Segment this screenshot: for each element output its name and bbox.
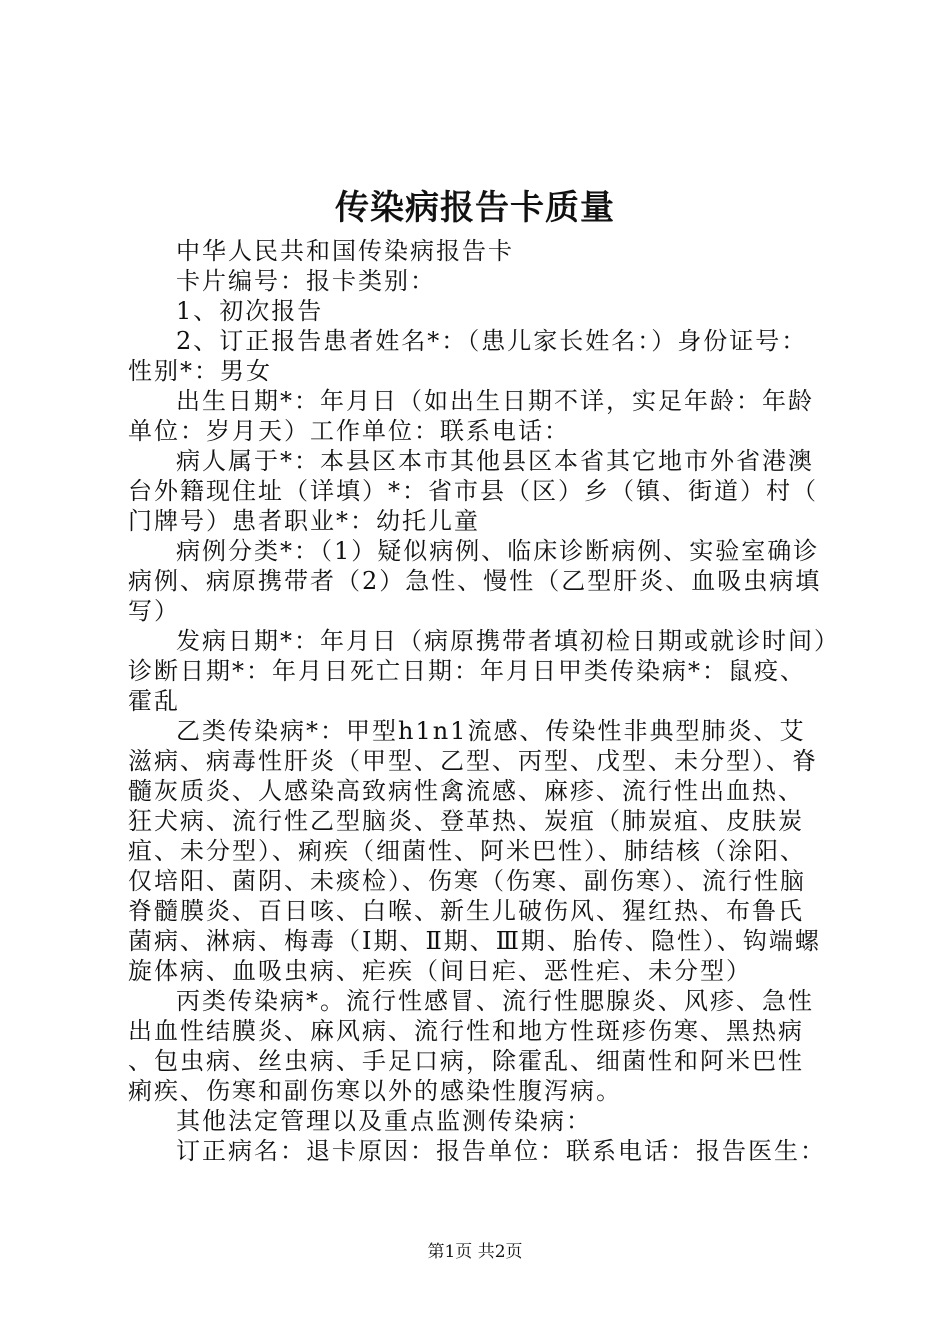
paragraph: 乙类传染病*：甲型h1n1流感、传染性非典型肺炎、艾滋病、病毒性肝炎（甲型、乙型、丙型、戊型、未分型）、脊髓灰质炎、人感染高致病性禽流感、麻疹、流行性出血热、狂犬病、流行性乙型脑炎、登革热、炭疽（肺炭疽、皮肤炭疽、未分型）、痢疾（细菌性、阿米巴性）、肺结核（涂阳、仅培阳、菌阴、未痰检）、伤寒（伤寒、副伤寒）、流行性脑脊髓膜炎、百日咳、白喉、新生儿破伤风、猩红热、布鲁氏菌病、淋病、梅毒（Ⅰ期、Ⅱ期、Ⅲ期、胎传、隐性）、钩端螺旋体病、血吸虫病、疟疾（间日疟、恶性疟、未分型） [128, 717, 821, 985]
page-footer: 第1页 共2页 [427, 1242, 523, 1262]
paragraph: 订正病名：退卡原因：报告单位：联系电话：报告医生： [176, 1137, 826, 1165]
paragraph: 发病日期*：年月日（病原携带者填初检日期或就诊时间）诊断日期*：年月日死亡日期：年月日甲类传染病*：鼠疫、霍乱 [128, 627, 828, 715]
paragraph: 其他法定管理以及重点监测传染病： [176, 1107, 592, 1135]
paragraph: 病人属于*：本县区本市其他县区本省其它地市外省港澳台外籍现住址（详填）*：省市县（区）乡（镇、街道）村（门牌号）患者职业*：幼托儿童 [128, 447, 818, 535]
document-title: 传染病报告卡质量 [335, 188, 615, 228]
paragraph: 中华人民共和国传染病报告卡 [176, 237, 514, 265]
paragraph: 2、订正报告患者姓名*：（患儿家长姓名：）身份证号：性别*：男女 [128, 327, 808, 385]
paragraph: 病例分类*：（1）疑似病例、临床诊断病例、实验室确诊病例、病原携带者（2）急性、慢性（乙型肝炎、血吸虫病填写） [128, 537, 822, 625]
paragraph: 卡片编号：报卡类别： [176, 267, 436, 295]
paragraph: 丙类传染病*。流行性感冒、流行性腮腺炎、风疹、急性出血性结膜炎、麻风病、流行性和地方性斑疹伤寒、黑热病、包虫病、丝虫病、手足口病，除霍乱、细菌性和阿米巴性痢疾、伤寒和副伤寒以外的感染性腹泻病。 [128, 987, 814, 1105]
paragraph: 1、初次报告 [176, 297, 324, 325]
paragraph: 出生日期*：年月日（如出生日期不详，实足年龄：年龄单位：岁月天）工作单位：联系电话： [128, 387, 814, 445]
document-body [128, 236, 828, 1166]
